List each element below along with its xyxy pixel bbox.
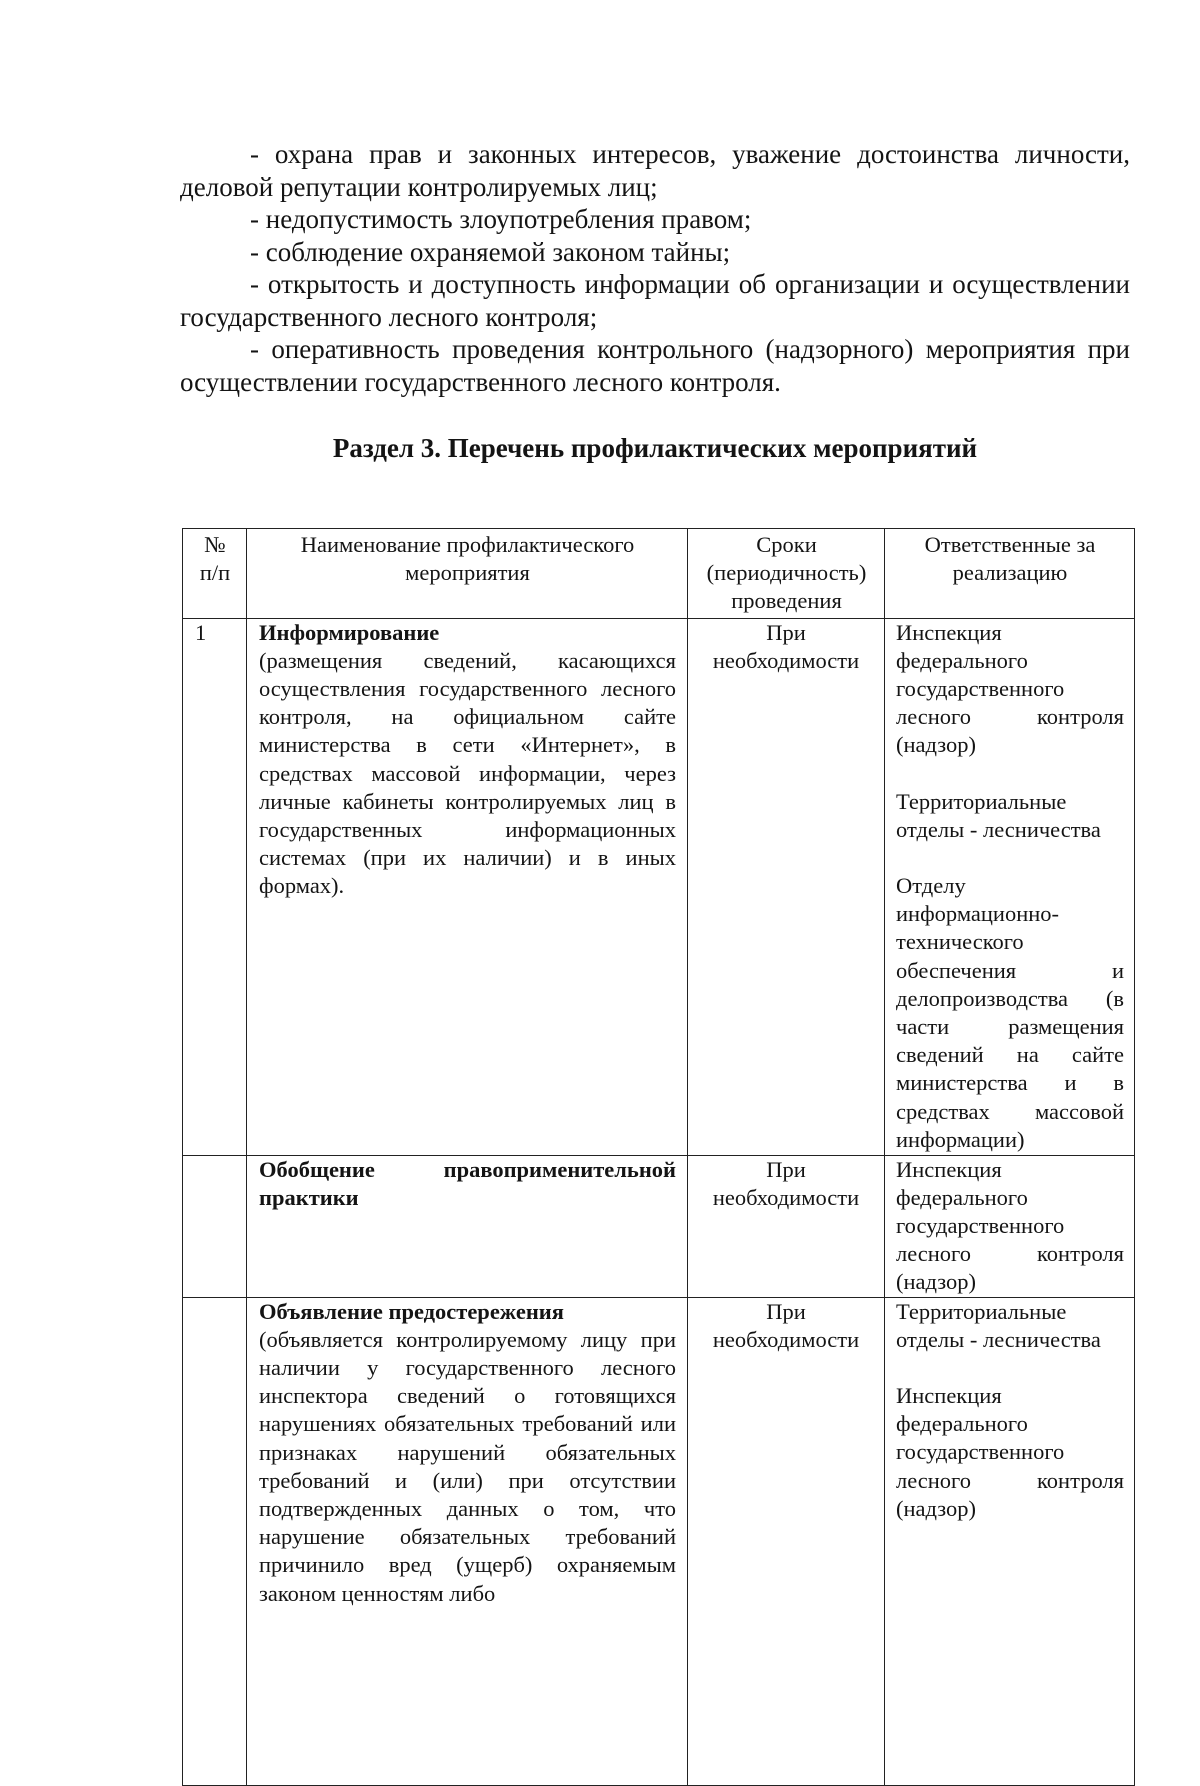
- header-responsible: Ответственные за реализацию: [885, 529, 1135, 619]
- paragraph: - недопустимость злоупотребления правом;: [250, 204, 752, 234]
- row-term: При необходимости: [688, 618, 885, 1155]
- header-term: Сроки (периодичность) проведения: [688, 529, 885, 619]
- paragraph: - открытость и доступность информации об организации и осуществлении государственного лесного контроля;: [180, 269, 1130, 332]
- table-row: [183, 1297, 1135, 1785]
- row-responsible: [885, 1155, 1135, 1297]
- row-num: 1: [183, 618, 247, 1155]
- paragraph: - оперативность проведения контрольного (надзорного) мероприятия при осуществлении государственного лесного контроля.: [180, 334, 1130, 397]
- paragraph: - соблюдение охраняемой законом тайны;: [250, 236, 731, 267]
- row-responsible: [885, 1297, 1135, 1785]
- measure-description: (объявляется контролируемому лицу при наличии у государственного лесного инспектора сведений о готовящихся нарушениях обязательных требований или признаках нарушений обязательных требований и (или) при отсутствии подтвержденных данных о том, что нарушение обязательных требований причинило вред (ущерб) охраняемым законом ценностям либо: [259, 1326, 676, 1606]
- section-title: Раздел 3. Перечень профилактических мероприятий: [332, 433, 978, 463]
- measure-description: (размещения сведений, касающихся осуществления государственного лесного контроля, на официальном сайте министерства в сети «Интернет», в средствах массовой информации, через личные кабинеты контролируемых лиц в государственных информационных системах (при их наличии) и в иных формах).: [259, 647, 676, 899]
- row-name: [247, 618, 688, 1155]
- row-num: [183, 1297, 247, 1785]
- measure-title: Обобщение правоприменительной практики: [259, 1156, 676, 1210]
- table-row: [183, 1155, 1135, 1297]
- responsible-entry: Инспекция федерального государственного лесного контроля (надзор): [896, 1383, 1124, 1521]
- row-num: [183, 1155, 247, 1297]
- responsible-entry: Территориальные отделы - лесничества: [896, 1298, 1101, 1352]
- row-term: При необходимости: [688, 1297, 885, 1785]
- measures-table: [182, 528, 1135, 1786]
- table-row: [183, 618, 1135, 1155]
- row-name: [247, 1155, 688, 1297]
- measure-title: Объявление предостережения: [259, 1298, 564, 1324]
- measure-title: Информирование: [259, 619, 440, 645]
- header-name: Наименование профилактического мероприятия: [247, 529, 688, 619]
- responsible-entry: Отделу информационно-технического обеспечения и делопроизводства (в части размещения сведений на сайте министерства и в средствах массовой информации): [896, 873, 1124, 1152]
- responsible-entry: Инспекция федерального государственного лесного контроля (надзор): [896, 619, 1124, 758]
- principles-list: [180, 138, 1130, 398]
- row-term: При необходимости: [688, 1155, 885, 1297]
- row-name: [247, 1297, 688, 1785]
- responsible-entry: Территориальные отделы - лесничества: [896, 788, 1101, 842]
- table-header-row: [183, 529, 1135, 619]
- row-responsible: [885, 618, 1135, 1155]
- header-num: № п/п: [183, 529, 247, 619]
- paragraph: - охрана прав и законных интересов, уважение достоинства личности, деловой репутации контролируемых лиц;: [180, 139, 1130, 202]
- responsible-entry: Инспекция федерального государственного лесного контроля (надзор): [896, 1156, 1124, 1295]
